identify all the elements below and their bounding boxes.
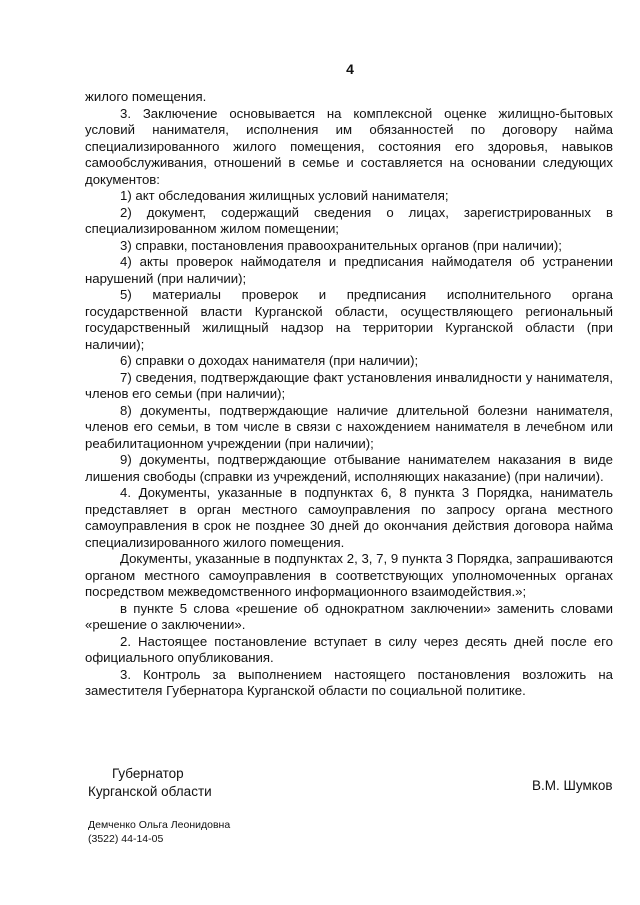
signatory-name: В.М. Шумков xyxy=(532,778,613,793)
paragraph: 4) акты проверок наймодателя и предписания наймодателя об устранении нарушений (при наличии); xyxy=(85,254,613,286)
paragraph: 8) документы, подтверждающие наличие длительной болезни нанимателя, членов его семьи, в том числе в связи с нахождением нанимателя в лечебном или реабилитационном учреждении (при наличии); xyxy=(85,402,613,451)
paragraph: 1) акт обследования жилищных условий нанимателя; xyxy=(120,188,449,203)
paragraph: Документы, указанные в подпунктах 2, 3, 7, 9 пункта 3 Порядка, запрашиваются органом местного самоуправления в соответствующих уполномоченных органах посредством межведомственного информационного взаимодействия.»; xyxy=(85,551,613,599)
page-number: 4 xyxy=(346,61,354,77)
signatory-title-line1: Губернатор xyxy=(112,766,184,781)
paragraph: 3) справки, постановления правоохранительных органов (при наличии); xyxy=(120,237,562,253)
paragraph: 2) документ, содержащий сведения о лицах, зарегистрированных в специализированном жилом помещении; xyxy=(85,204,613,236)
document-body xyxy=(85,89,613,700)
signatory-title-line2: Курганской области xyxy=(88,784,212,799)
paragraph: 5) материалы проверок и предписания исполнительного органа государственной власти Курганской области, осуществляющего региональный государственный жилищный надзор на территории Курганской области (при наличии); xyxy=(85,287,613,352)
paragraph: 4. Документы, указанные в подпунктах 6, 8 пункта 3 Порядка, наниматель представляет в орган местного самоуправления по запросу органа местного самоуправления в срок не позднее 30 дней до окончания действия договора найма специализированного жилого помещения. xyxy=(85,485,613,550)
paragraph: 3. Контроль за выполнением настоящего постановления возложить на заместителя Губернатора Курганской области по социальной политике. xyxy=(85,666,613,698)
paragraph: 7) сведения, подтверждающие факт установления инвалидности у нанимателя, членов его семьи (при наличии); xyxy=(85,369,613,401)
executor-info xyxy=(88,818,230,846)
executor-name: Демченко Ольга Леонидовна xyxy=(88,819,231,831)
paragraph: 3. Заключение основывается на комплексной оценке жилищно-бытовых условий нанимателя, исполнения им обязанностей по договору найма специализированного жилого помещения, состояния его здоровья, навыков самообслуживания, отношений в семье и составляется на основании следующих документов: xyxy=(85,105,613,187)
paragraph: 9) документы, подтверждающие отбывание нанимателем наказания в виде лишения свободы (справки из учреждений, исполняющих наказание) (при наличии). xyxy=(85,452,613,484)
paragraph: в пункте 5 слова «решение об однократном заключении» заменить словами «решение о заключении». xyxy=(85,600,613,632)
paragraph: жилого помещения. xyxy=(85,89,207,104)
paragraph: 6) справки о доходах нанимателя (при наличии); xyxy=(120,353,419,368)
paragraph: 2. Настоящее постановление вступает в силу через десять дней после его официального опубликования. xyxy=(85,633,613,665)
executor-phone: (3522) 44-14-05 xyxy=(88,833,164,845)
